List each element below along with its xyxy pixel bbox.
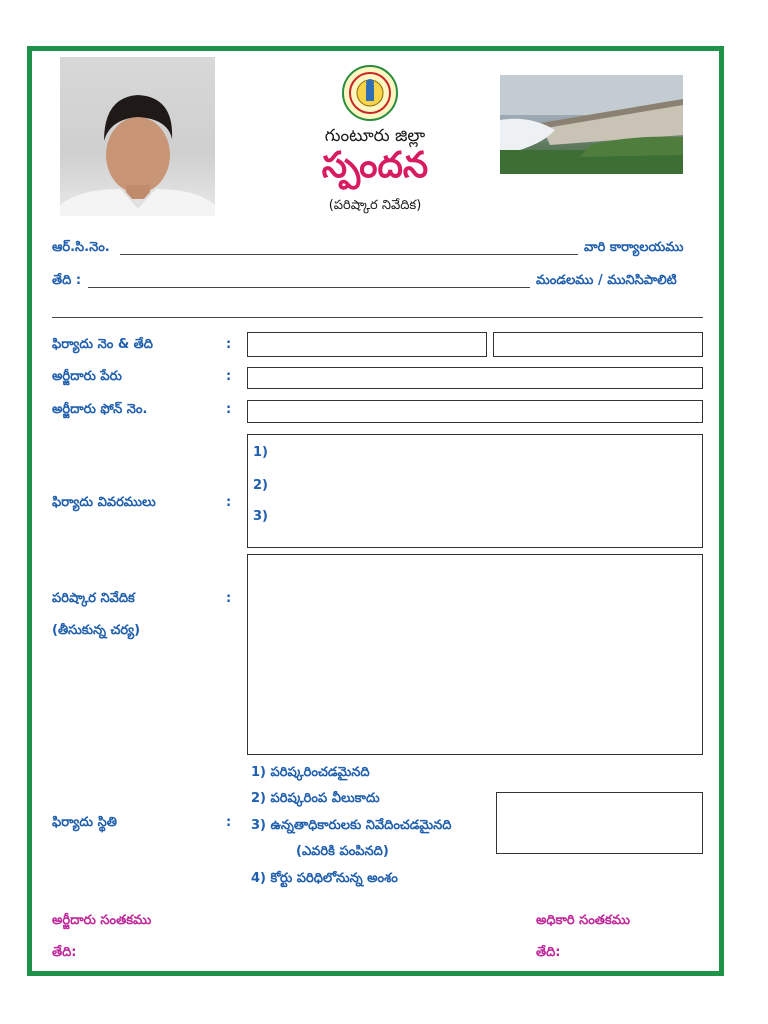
applicant-name-label: అర్జీదారు పేరు [52,369,122,384]
detail-item: 2) [253,478,268,493]
status-option-resolved: 1) పరిష్కరించడమైనది [251,765,370,780]
page-title: స్పందన [321,145,429,186]
colon: : [226,815,232,830]
officer-signature-label: అధికారి సంతకము [536,913,630,928]
page-subtitle: (పరిష్కార నివేదిక) [328,198,422,213]
detail-item: 3) [253,509,268,524]
state-emblem-icon [342,65,398,121]
complaint-number-label: ఫిర్యాదు నెం & తేది [52,337,153,352]
date-label: తేది : [52,273,82,288]
colon: : [226,402,232,417]
status-option-escalated-to: (ఎవరికి పంపినది) [296,844,389,859]
complaint-details-label: ఫిర్యాదు వివరములు [52,495,156,510]
complaint-number-field[interactable] [247,332,487,357]
status-option-not-feasible: 2) పరిష్కరింప వీలుకాదు [251,791,380,806]
rc-number-line[interactable] [120,254,578,255]
rc-number-label: ఆర్.సి.నెం. [52,240,110,255]
status-box[interactable] [496,792,703,854]
complaint-status-label: ఫిర్యాదు స్థితి [52,815,117,830]
officer-signature-date: తేది: [536,945,561,960]
colon: : [226,337,232,352]
portrait-photo [60,57,215,216]
date-line[interactable] [88,287,530,288]
office-label: వారి కార్యాలయము [584,240,684,255]
detail-item: 1) [253,445,268,460]
status-option-court: 4) కోర్టు పరిధిలోనున్న అంశం [251,871,398,886]
complaint-details-box[interactable] [247,434,703,548]
applicant-name-field[interactable] [247,367,703,389]
colon: : [226,591,232,606]
resolution-report-label: పరిష్కార నివేదిక [52,591,135,606]
applicant-signature-label: అర్జీదారు సంతకము [52,913,152,928]
status-option-escalated: 3) ఉన్నతాధికారులకు నివేదించడమైనది [251,818,452,833]
applicant-signature-date: తేది: [52,945,77,960]
section-divider [52,317,703,318]
resolution-report-box[interactable] [247,554,703,755]
district-name: గుంటూరు జిల్లా [324,126,426,146]
mandal-label: మండలము / మునిసిపాలిటి [536,273,677,288]
colon: : [226,369,232,384]
applicant-phone-field[interactable] [247,400,703,423]
complaint-date-field[interactable] [493,332,703,357]
applicant-phone-label: అర్జీదారు ఫోన్ నెం. [52,402,148,417]
action-taken-label: (తీసుకున్న చర్య) [52,623,141,638]
colon: : [226,495,232,510]
dam-photo [500,75,683,174]
